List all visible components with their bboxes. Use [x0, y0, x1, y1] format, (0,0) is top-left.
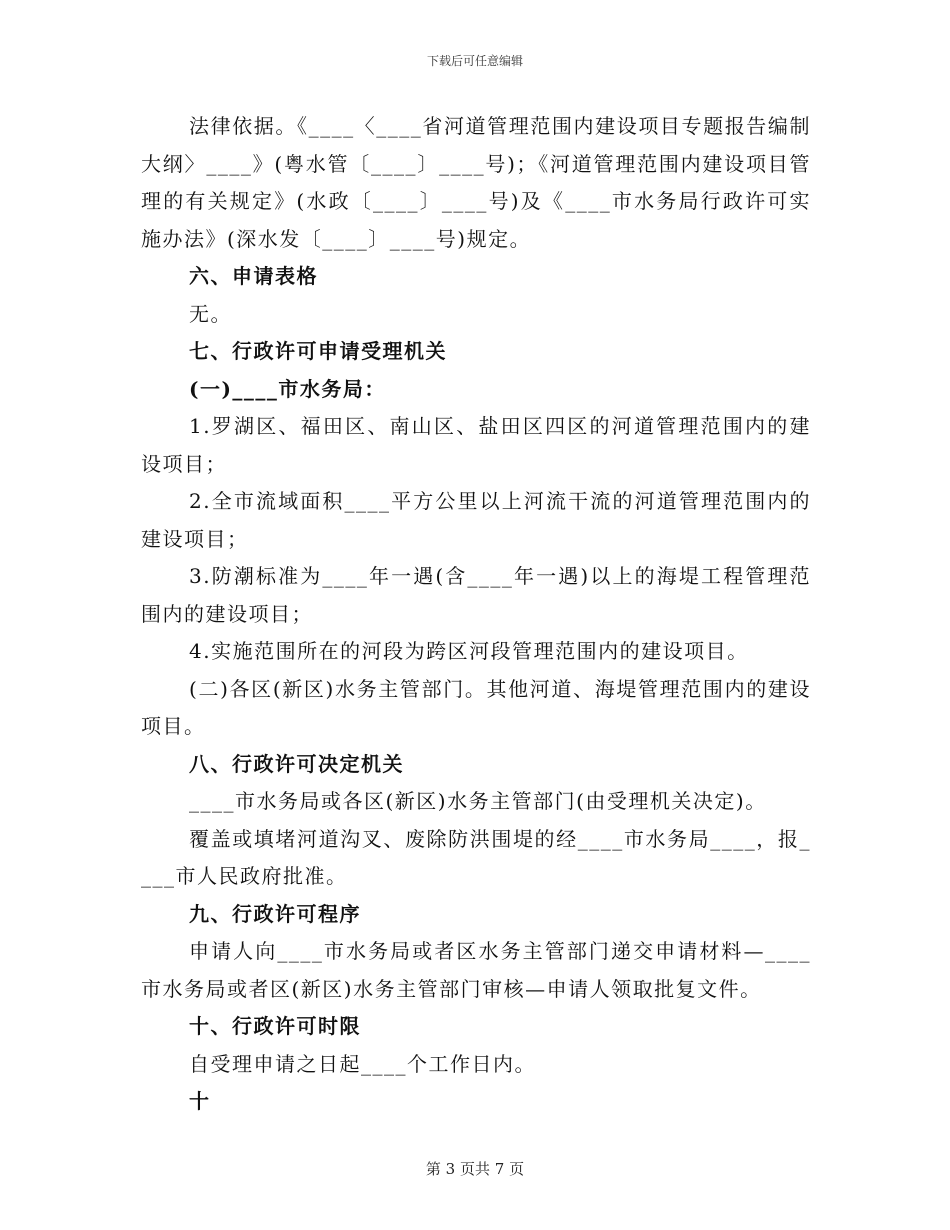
paragraph-decision-authority: ____市水务局或各区(新区)水务主管部门(由受理机关决定)。 — [189, 789, 767, 813]
heading-time-limit: 十、行政许可时限 — [189, 1014, 361, 1038]
heading-eleven-partial: 十 — [189, 1089, 211, 1113]
page-footer: 第 3 页共 7 页 — [425, 1160, 525, 1178]
paragraph-legal-basis: 法律依据。《____〈____省河道管理范围内建设项目专题报告编制大纲〉____》(粤水管〔____〕____号)；《河道管理范围内建设项目管理的有关规定》(水政〔____〕____号)及《____市水务局行政许可实施办法》(深水发〔____〕____号)规定。 — [141, 114, 811, 251]
list-item-4: 4.实施范围所在的河段为跨区河段管理范围内的建设项目。 — [189, 639, 749, 663]
paragraph-approval: 覆盖或填堵河道沟叉、废除防洪围堤的经____市水务局____，报____市人民政府批准。 — [141, 826, 811, 888]
heading-application-form: 六、申请表格 — [189, 264, 318, 288]
paragraph-procedure: 申请人向____市水务局或者区水务主管部门递交申请材料—____市水务局或者区(新区)水务主管部门审核—申请人领取批复文件。 — [141, 939, 811, 1001]
page-header: 下载后可任意编辑 — [426, 54, 523, 68]
heading-procedure: 九、行政许可程序 — [189, 901, 361, 926]
heading-accepting-authority: 七、行政许可申请受理机关 — [189, 339, 447, 363]
list-item-1: 1.罗湖区、福田区、南山区、盐田区四区的河道管理范围内的建设项目； — [141, 414, 811, 476]
subheading-city-water-bureau: (一)____市水务局： — [189, 376, 386, 401]
heading-decision-authority: 八、行政许可决定机关 — [189, 751, 404, 776]
document-body — [141, 108, 811, 1121]
paragraph-none: 无。 — [189, 301, 232, 326]
list-item-2: 2.全市流域面积____平方公里以上河流干流的河道管理范围内的建设项目； — [141, 489, 811, 551]
list-item-3: 3.防潮标准为____年一遇(含____年一遇)以上的海堤工程管理范围内的建设项目； — [141, 564, 811, 626]
paragraph-time-limit: 自受理申请之日起____个工作日内。 — [189, 1051, 536, 1076]
paragraph-district-departments: (二)各区(新区)水务主管部门。其他河道、海堤管理范围内的建设项目。 — [141, 676, 811, 738]
